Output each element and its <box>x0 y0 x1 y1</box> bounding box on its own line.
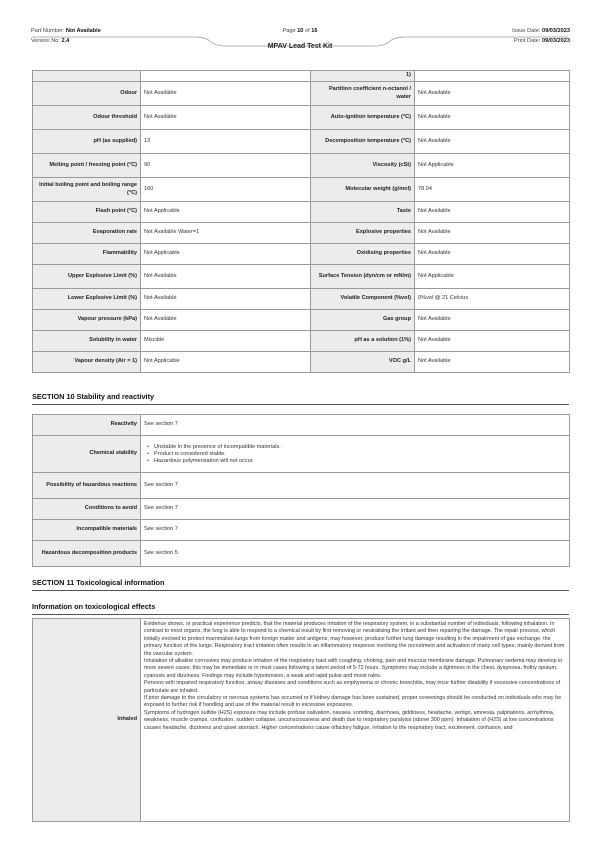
reactivity-value: See section 7 <box>141 415 570 436</box>
reactivity-label: Reactivity <box>33 415 141 436</box>
part-number: Part Number: Not Available <box>31 28 101 34</box>
property-label: Taste <box>311 202 415 223</box>
table-row <box>33 106 570 130</box>
property-value: Not Available <box>415 82 570 106</box>
inhaled-label: Inhaled <box>33 619 141 822</box>
property-label: Flash point (°C) <box>33 202 141 223</box>
property-value: Not Available <box>141 106 311 130</box>
table-cell: 1) <box>311 71 415 82</box>
table-row <box>33 436 570 473</box>
property-value: 78.04 <box>415 178 570 202</box>
stability-label: Chemical stability <box>33 436 141 473</box>
conditions-value: See section 7 <box>141 499 570 520</box>
property-value: Not Available <box>415 223 570 244</box>
property-value: Not Available Water=1 <box>141 223 311 244</box>
inhaled-paragraph: If prior damage to the circulatory or nervous systems has occurred or if kidney damage has been sustained, proper screenings should be conducted on individuals who may be exposed to further risk if handling and use of the material result in excessive exposures. <box>144 695 562 709</box>
property-label: Partition coefficient n-octanol / water <box>311 82 415 106</box>
version-number: Version No: 2.4 <box>31 38 70 44</box>
table-row <box>33 331 570 352</box>
property-value: Not Available <box>415 202 570 223</box>
property-value: 0%vol @ 21 Celcius <box>415 289 570 310</box>
table-row <box>33 130 570 154</box>
document-title: MPAV Lead Test Kit <box>267 43 333 50</box>
inhaled-paragraph: Evidence shows, or practical experience predicts, that the material produces irritation of the respiratory system, in a substantial number of individuals, following inhalation. In contrast to most organs, the lung is able to respond to a chemical insult by first removing or neutralising the irritant and then repairing the damage. The repair process, which initially evolved to protect mammalian lungs from foreign matter and antigens, may however, produce further lung damage resulting in the impairment of gas exchange, the primary function of the lungs. Respiratory tract irritation often results in an inflammatory response involving the recruitment and activation of many cell types, mainly derived from the vascular system. <box>144 621 565 657</box>
property-label: Melting point / freezing point (°C) <box>33 154 141 178</box>
property-label: Odour <box>33 82 141 106</box>
property-label: Vapour pressure (kPa) <box>33 310 141 331</box>
section-10-title: SECTION 10 Stability and reactivity <box>32 392 569 405</box>
property-value: Not Applicable <box>415 154 570 178</box>
page-indicator: Page 10 of 16 <box>282 28 318 34</box>
property-label: Molecular weight (g/mol) <box>311 178 415 202</box>
property-label: Surface Tension (dyn/cm or mN/m) <box>311 265 415 289</box>
physical-properties-table <box>32 70 570 373</box>
table-row <box>33 82 570 106</box>
inhaled-paragraph: Symptoms of hydrogen sulfide (H2S) exposure may include profuse salivation, nausea, vomiting, diarrhoea, giddiness, headache, vertigo, amnesia, palpitations, arrhythmia, weakness, muscle cramps, confusion, sudden collapse, unconsciousness and death due to respiratory paralysis (above 300 ppm). Inhalation of (H2S) at low concentrations causes headache, dizziness and upset stomach. Higher concentrations cause olfactory fatigue, irritation to the respiratory tract, excitement, confusion, and <box>144 709 555 731</box>
property-value: Not Available <box>415 130 570 154</box>
property-label: Solubility in water <box>33 331 141 352</box>
hazardous-reactions-label: Possibility of hazardous reactions <box>33 473 141 499</box>
table-row <box>33 499 570 520</box>
property-value: Not Applicable <box>415 265 570 289</box>
toxicological-effects-subtitle: Information on toxicological effects <box>32 602 569 615</box>
property-value: Not Available <box>141 265 311 289</box>
property-label: Volatile Component (%vol) <box>311 289 415 310</box>
table-row <box>33 541 570 567</box>
hazardous-reactions-value: See section 7 <box>141 473 570 499</box>
incompatible-value: See section 7 <box>141 520 570 541</box>
property-value: Not Available <box>415 106 570 130</box>
property-label: Vapour density (Air = 1) <box>33 352 141 373</box>
property-label: Flammability <box>33 244 141 265</box>
property-value: Not Available <box>415 352 570 373</box>
property-value: Not Available <box>415 331 570 352</box>
table-row <box>33 415 570 436</box>
table-row <box>33 289 570 310</box>
decomposition-label: Hazardous decomposition products <box>33 541 141 567</box>
table-row <box>33 265 570 289</box>
property-value: Not Available <box>141 289 311 310</box>
table-row <box>33 154 570 178</box>
table-row <box>33 619 570 822</box>
property-label: Explosive properties <box>311 223 415 244</box>
table-row <box>33 310 570 331</box>
property-value: Not Available <box>415 244 570 265</box>
property-value: Not Available <box>415 310 570 331</box>
property-label: pH as a solution (1%) <box>311 331 415 352</box>
inhaled-paragraph: Persons with impaired respiratory function, airway diseases and conditions such as emphysema or chronic bronchitis, may incur further disability if excessive concentrations of particulate are inhaled. <box>144 680 561 694</box>
property-label: Lower Explosive Limit (%) <box>33 289 141 310</box>
property-label: Initial boiling point and boiling range (°C) <box>33 178 141 202</box>
toxicology-table <box>32 618 570 822</box>
property-value: Miscible <box>141 331 311 352</box>
property-value: 90 <box>141 154 311 178</box>
table-row <box>33 244 570 265</box>
list-item: • Hazardous polymerisation will not occur. <box>154 458 566 465</box>
property-label: Evaporation rate <box>33 223 141 244</box>
conditions-label: Conditions to avoid <box>33 499 141 520</box>
page-header <box>0 0 600 62</box>
list-item: • Product is considered stable. <box>154 451 566 458</box>
inhaled-paragraph: Inhalation of alkaline corrosives may produce irritation of the respiratory tract with coughing, choking, pain and mucous membrane damage. Pulmonary oedema may develop in more severe cases; this may be immediate or in most cases following a latent period of 5-72 hours. Symptoms may include a tightness in the chest, dyspnoea, frothy sputum, cyanosis and dizziness. Findings may include hypotension, a weak and rapid pulse and moist rales. <box>144 658 563 679</box>
list-item: • Unstable in the presence of incompatible materials. <box>154 444 566 451</box>
property-label: Odour threshold <box>33 106 141 130</box>
property-value: 160 <box>141 178 311 202</box>
stability-list <box>144 444 566 465</box>
section-11-title: SECTION 11 Toxicological information <box>32 578 569 591</box>
property-label: Oxidising properties <box>311 244 415 265</box>
print-date: Print Date: 09/03/2023 <box>514 38 570 44</box>
property-label: Viscosity (cSt) <box>311 154 415 178</box>
table-row <box>33 71 570 82</box>
property-value: Not Applicable <box>141 202 311 223</box>
property-label: Auto-ignition temperature (°C) <box>311 106 415 130</box>
table-row <box>33 223 570 244</box>
stability-table <box>32 414 570 567</box>
property-label: Gas group <box>311 310 415 331</box>
incompatible-label: Incompatible materials <box>33 520 141 541</box>
table-row <box>33 352 570 373</box>
decomposition-value: See section 5 <box>141 541 570 567</box>
property-value: 13 <box>141 130 311 154</box>
issue-date: Issue Date: 09/03/2023 <box>512 28 570 34</box>
property-label: Upper Explosive Limit (%) <box>33 265 141 289</box>
property-label: Decomposition temperature (°C) <box>311 130 415 154</box>
table-row <box>33 473 570 499</box>
property-label: pH (as supplied) <box>33 130 141 154</box>
property-value: Not Applicable <box>141 352 311 373</box>
table-row <box>33 178 570 202</box>
property-value: Not Available <box>141 310 311 331</box>
table-row <box>33 202 570 223</box>
property-value: Not Applicable <box>141 244 311 265</box>
table-row <box>33 520 570 541</box>
property-value: Not Available <box>141 82 311 106</box>
property-label: VOC g/L <box>311 352 415 373</box>
